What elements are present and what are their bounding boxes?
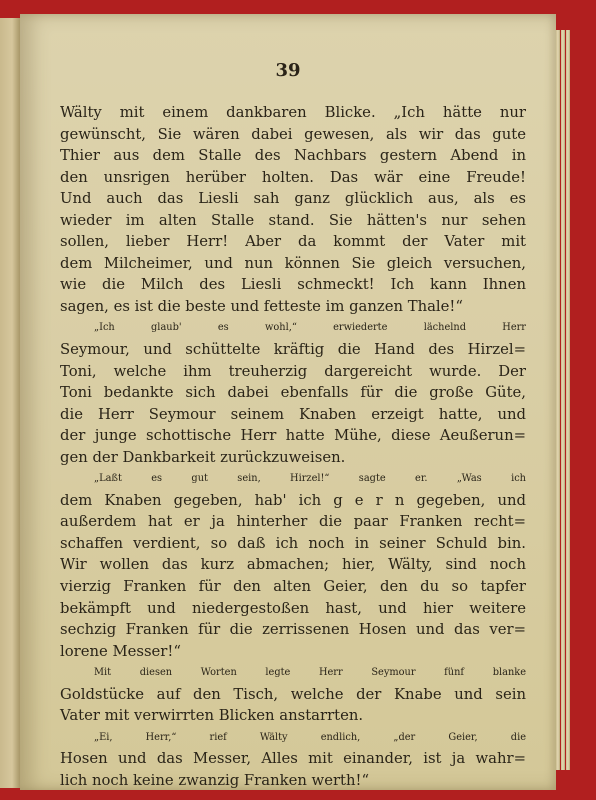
page-edge: [556, 30, 560, 770]
text-line: lich noch keine zwanzig Franken werth!“: [60, 771, 370, 789]
text-line: Hosen und das Messer, Alles mit einander, ist ja wahr=: [60, 750, 526, 768]
text-line: Vater mit verwirrten Blicken anstarrten.: [60, 707, 364, 725]
text-line: Und auch das Liesli sah ganz glücklich aus, als es: [60, 190, 526, 208]
text-line: Thier aus dem Stalle des Nachbars gestern Abend in: [60, 147, 526, 165]
text-line: „Ich glaub' es wohl,“ erwiederte lächelnd Herr: [94, 322, 526, 334]
text-line: gen der Dankbarkeit zurückzuweisen.: [60, 448, 346, 466]
text-line: Toni, welche ihm treuherzig dargereicht wurde. Der: [60, 362, 526, 380]
text-line: Wälty mit einem dankbaren Blicke. „Ich hätte nur: [60, 104, 526, 121]
text-line: sechzig Franken für die zerrissenen Hosen und das ver=: [60, 621, 526, 639]
text-line: bekämpft und niedergestoßen hast, und hier weitere: [60, 599, 526, 617]
text-line: „Laßt es gut sein, Hirzel!“ sagte er. „Was ich: [94, 473, 526, 485]
text-line: gewünscht, Sie wären dabei gewesen, als wir das gute: [60, 125, 526, 143]
text-line: wie die Milch des Liesli schmeckt! Ich kann Ihnen: [60, 276, 526, 294]
page-edge: [566, 30, 570, 770]
page-number: 39: [275, 60, 301, 81]
text-line: außerdem hat er ja hinterher die paar Franken recht=: [60, 513, 526, 531]
text-line: vierzig Franken für den alten Geier, den du so tapfer: [60, 578, 526, 596]
text-line: die Herr Seymour seinem Knaben erzeigt hatte, und: [60, 405, 526, 423]
text-line: Goldstücke auf den Tisch, welche der Knabe und sein: [60, 685, 526, 703]
text-line: wieder im alten Stalle stand. Sie hätten's nur sehen: [60, 211, 526, 229]
page-edge: [561, 30, 565, 770]
text-line: „Ei, Herr,“ rief Wälty endlich, „der Geier, die: [94, 731, 526, 743]
text-line: Seymour, und schüttelte kräftig die Hand des Hirzel=: [60, 341, 526, 359]
text-line: dem Knaben gegeben, hab' ich g e r n gegeben, und: [60, 491, 526, 509]
text-line: dem Milcheimer, und nun können Sie gleich versuchen,: [60, 254, 526, 272]
page-text: [60, 102, 526, 792]
text-line: Toni bedankte sich dabei ebenfalls für die große Güte,: [60, 384, 526, 402]
text-line: sollen, lieber Herr! Aber da kommt der Vater mit: [60, 233, 526, 251]
text-line: Mit diesen Worten legte Herr Seymour fünf blanke: [94, 667, 526, 679]
book-page: [20, 14, 556, 790]
text-line: lorene Messer!“: [60, 642, 181, 660]
text-line: sagen, es ist die beste und fetteste im ganzen Thale!“: [60, 297, 463, 315]
text-line: den unsrigen herüber holten. Das wär eine Freude!: [60, 168, 526, 186]
text-line: Wir wollen das kurz abmachen; hier, Wälty, sind noch: [60, 556, 526, 574]
text-line: schaffen verdient, so daß ich noch in seiner Schuld bin.: [60, 534, 526, 552]
left-page-edge: [0, 18, 20, 788]
text-line: der junge schottische Herr hatte Mühe, diese Aeußerun=: [60, 427, 526, 445]
